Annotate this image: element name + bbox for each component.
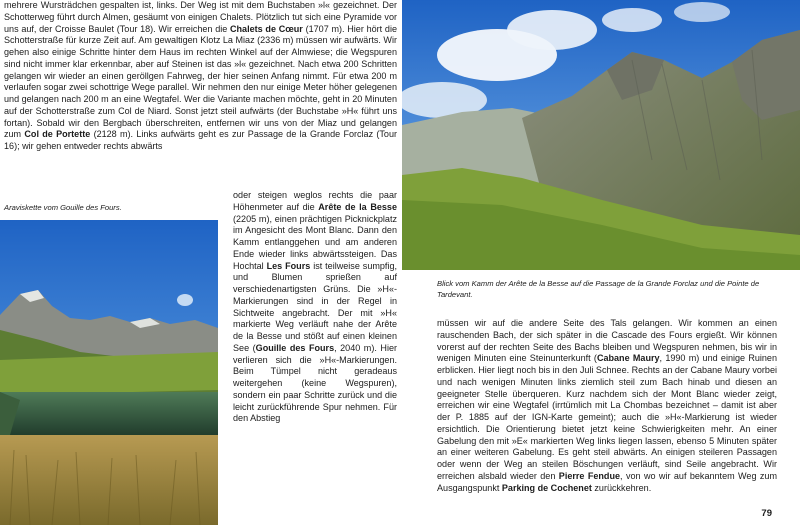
body-text-left-top (4, 0, 397, 153)
bold-place-name: Chalets de Cœur (230, 23, 303, 34)
bold-place-name: Gouille des Fours (255, 342, 335, 353)
bold-place-name: Cabane Maury (596, 353, 660, 364)
paragraph-left-narrow (233, 190, 397, 425)
bold-place-name: Parking de Cochenet (501, 482, 592, 493)
text-run: , von wo wir auf bekanntem Weg zum Ausgangspunkt (437, 470, 777, 493)
text-run: ist teilweise sumpfig, und Blumen sprießen auf verschiedenartigsten Grüns. Die »H«-Markierungen sind in der Regel in Sichtweite angebracht. Der mit »H« markierte Weg verläuft nahe der Arête de la Besse und stößt auf einen kleinen See ( (233, 260, 397, 353)
bold-place-name: Col de Portette (24, 129, 91, 140)
text-run: oder steigen weglos rechts die paar Höhenmeter auf die (233, 190, 397, 212)
bold-place-name: Les Fours (266, 260, 311, 271)
body-text-left-narrow (233, 190, 397, 425)
text-run: müssen wir auf die andere Seite des Tals gelangen. Wir kommen an einen rauschenden Bach, der sich später in die Cascade des Fours ergießt. Wir können vorerst auf der rechten Seite des Bachs bleiben und Wegspuren nehmen, bis wir in wenigen Minuten eine Steinunterkunft ( (437, 318, 777, 364)
photo-arete-de-la-besse (402, 0, 800, 270)
photo-caption-left: Araviskette vom Gouille des Fours. (4, 203, 122, 212)
text-run: (1707 m). Hier hört die Schotterstraße für kurze Zeit auf. Am gewaltigen Klotz La Miaz (2336 m) müssen wir aufwärts. Wir gehen also einige Schritte hinter dem Haus im rechten Winkel auf der Almwiese; die Wegspuren sind nicht immer klar erkennbar, aber auf Steinen ist das »l« gezeichnet. Nach etwa 200 Schritten gelangen wir wieder an einen geröllgen Fahrweg, der hier seinen Anfang nimmt. Für etwa 200 m verlaufen sogar zwei schottrige Wege parallel. Wir nehmen den nur einige Meter höher gelegenen und gelangen nach 200 m an eine Wegtafel. Wer die Variante machen möchte, geht in 20 Minuten auf der Schotterstraße zum Col de Niard. Sonst jetzt steil aufwärts (der Buchstabe »H« führt uns fortan). Sobald wir den Bergbach überschreiten, entfernen wir uns von der Miaz und gelangen zum (4, 23, 397, 140)
paragraph-left-top (4, 0, 397, 153)
text-run: , 2040 m). Hier verlieren sich die »H«-Markierungen. Beim Tümpel nicht geradeaus weitergehen (keine Wegspuren), sondern ein paar Schritte zurück und die leicht zurückführende Spur nehmen. Für den Abstieg (233, 342, 397, 424)
text-run: , 1990 m) und einige Ruinen erblicken. Hier liegt noch bis in den Juli Schnee. Rechts an der Cabane Maury vorbei und nach wenigen Minuten links ziemlich steil zum Bach hinab und diesen an geeigneter Stelle überqueren. Kurz nachdem sich der Mont Blanc wieder zeigt, erreichen wir eine Wegtafel (irrtümlich mit La Chombas bezeichnet – damit ist aber der P. 1885 auf der IGN-Karte gemeint); auch die »H«-Markierung ist wieder ersichtlich. Die Orientierung bietet jetzt keine Schwierigkeiten mehr. An einer Gabelung den mit »E« markierten Weg links liegen lassen, ebenso 5 Minuten später an einer weiteren Gabelung. Es geht steil abwärts. An einigen steileren Passagen oder wenn der Weg an steilen Böschungen verläuft, sind Seile angebracht. Wir erreichen alsbald wieder den (437, 353, 777, 481)
photo-aravis-range (0, 220, 218, 525)
text-run: (2205 m), einen prächtigen Picknickplatz im Angesicht des Mont Blanc. Dann den Kamm entlanggehen und am anderen Ende wieder links abwärtssteigen. Das Hochtal (233, 213, 397, 271)
text-run: (2128 m). Links aufwärts geht es zur Passage de la Grande Forclaz (Tour 16); wir gehen entweder rechts abwärts (4, 129, 397, 151)
paragraph-right (437, 318, 777, 494)
body-text-right (437, 318, 777, 494)
text-run: zurückkehren. (591, 482, 652, 493)
text-run: mehrere Wursträdchen gespalten ist, links. Der Weg ist mit dem Buchstaben »l« gezeichnet. Der Schotterweg führt durch Almen, gesäumt von einigen Chalets. Plötzlich tut sich eine Pyramide vor uns auf, der Croisse Baulet (Tour 18). Wir erreichen die (4, 0, 397, 34)
photo-caption-right: Blick vom Kamm der Arête de la Besse auf die Passage de la Grande Forclaz und die Pointe de Tardevant. (437, 279, 760, 299)
bold-place-name: Arête de la Besse (318, 201, 397, 212)
page-number: 79 (761, 508, 772, 519)
bold-place-name: Pierre Fendue (558, 470, 621, 481)
